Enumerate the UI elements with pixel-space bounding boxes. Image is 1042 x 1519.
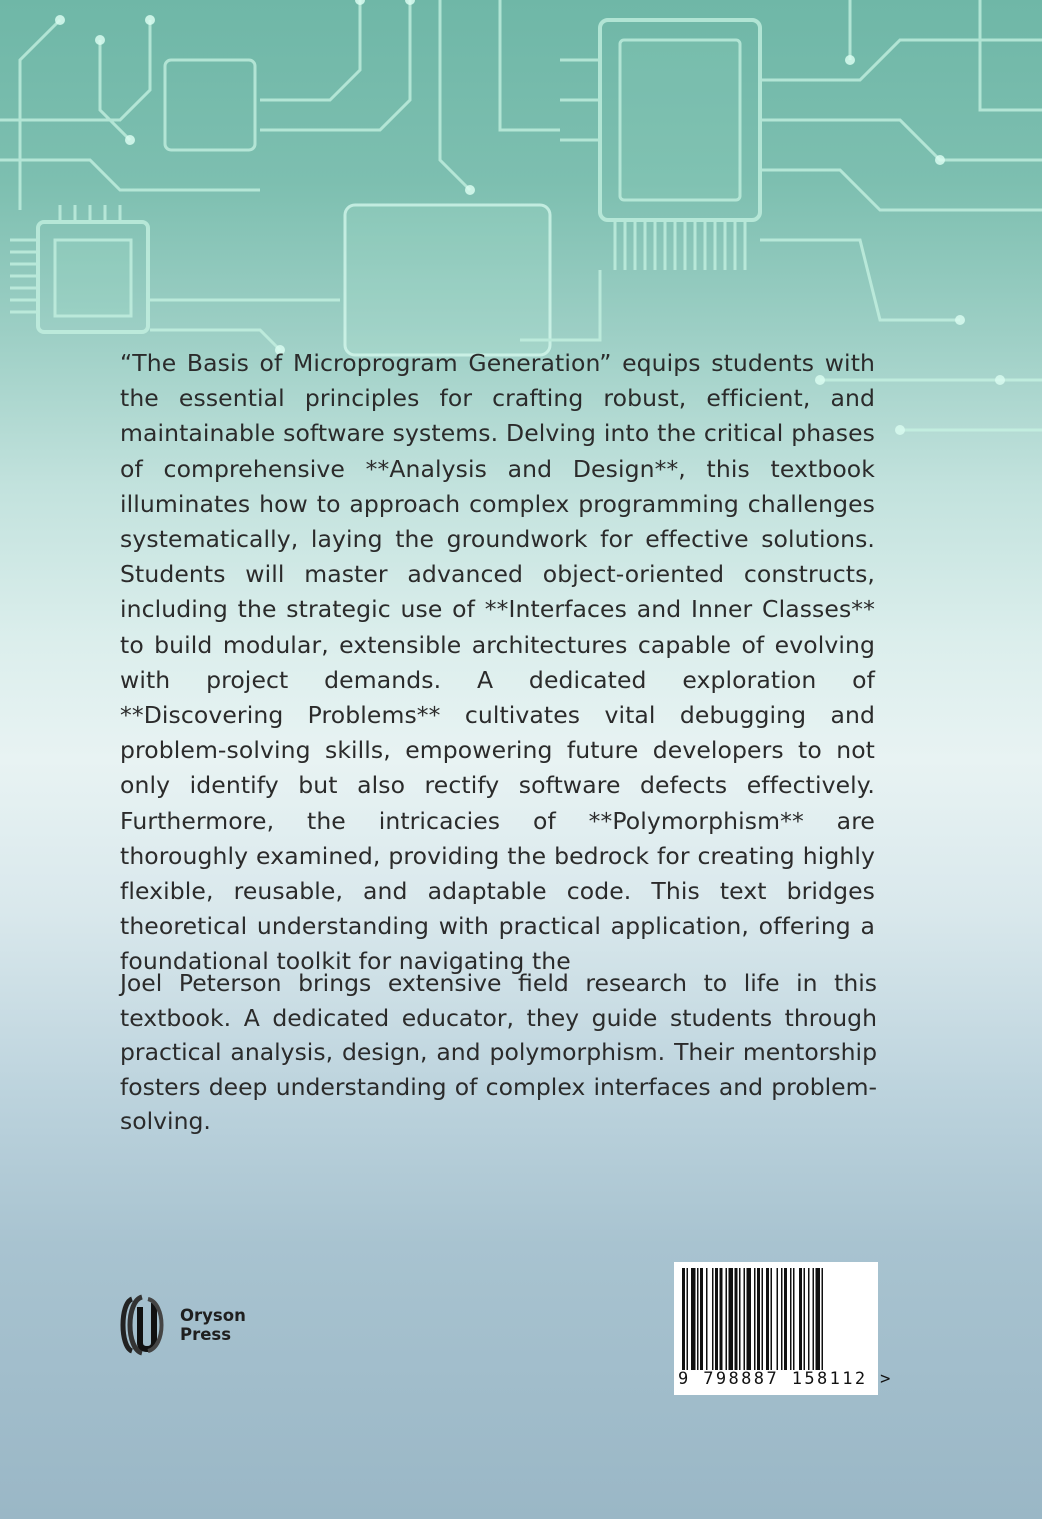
publisher-name [180,1306,246,1344]
book-description: “The Basis of Microprogram Generation” equips students with the essential principles for crafting robust, efficient, and maintainable software systems. Delving into the critical phases of comprehensive **Analysis and Design**, this textbook illuminates how to approach complex programming challenges systematically, laying the groundwork for effective solutions. Students will master advanced object-oriented constructs, including the strategic use of **Interfaces and Inner Classes** to build modular, extensible architectures capable of evolving with project demands. A dedicated exploration of **Discovering Problems** cultivates vital debugging and problem-solving skills, empowering future developers to not only identify but also rectify software defects effectively. Furthermore, the intricacies of **Polymorphism** are thoroughly examined, providing the bedrock for creating highly flexible, reusable, and adaptable code. This text bridges theoretical understanding with practical application, offering a foundational toolkit for navigating the [120,349,875,976]
barcode-bars [682,1268,870,1370]
isbn-number: 9 798887 158112 > [678,1369,893,1389]
publisher-name-line1: Oryson [180,1306,246,1325]
author-bio: Joel Peterson brings extensive field research to life in this textbook. A dedicated educator, they guide students through practical analysis, design, and polymorphism. Their mentorship fosters deep understanding of complex interfaces and problem-solving. [120,969,877,1136]
publisher-logo [118,1293,246,1357]
publisher-logo-mark-icon [118,1293,170,1357]
publisher-name-line2: Press [180,1325,232,1344]
isbn-barcode [674,1262,893,1395]
